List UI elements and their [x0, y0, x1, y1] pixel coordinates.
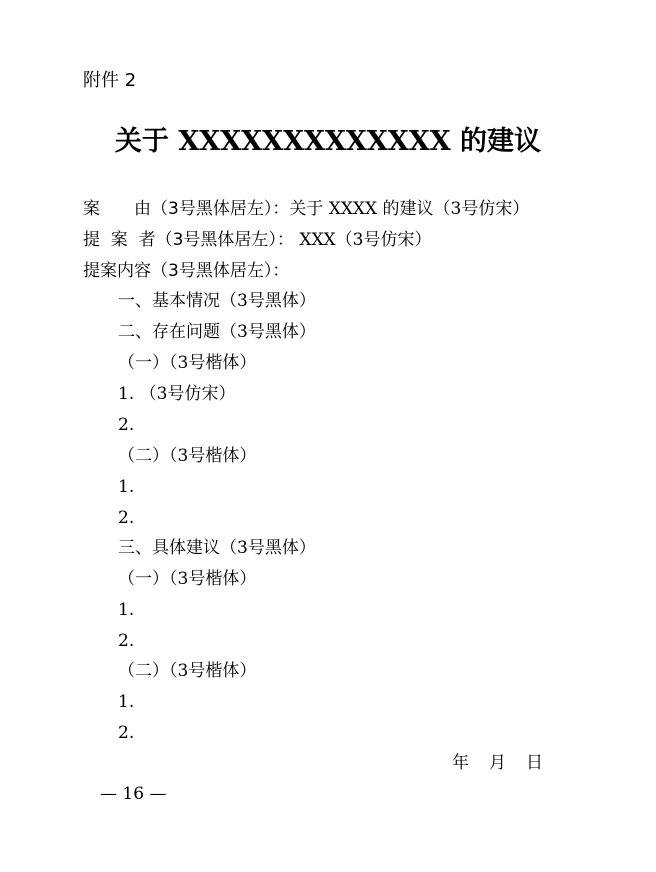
section-2-heading — [118, 324, 316, 341]
section-3-sub-1-item-1: 1. — [118, 600, 135, 620]
date-month: 月 — [489, 753, 506, 773]
document-title: 关于 XXXXXXXXXXXXX 的建议 — [114, 126, 542, 157]
page-number: — 16 — — [100, 784, 167, 804]
reason-label: 案 由（3号黑体居左）： — [83, 199, 290, 219]
content-row — [83, 263, 289, 280]
reason-value: 关于 XXXX 的建议（3号仿宋） — [289, 199, 530, 219]
section-1-title: 一、基本情况 — [118, 291, 220, 311]
proposer-value: XXX（3号仿宋） — [293, 230, 432, 250]
attachment-label: 附件 2 — [83, 70, 137, 91]
section-2-sub-1-item-1: 1. （3号仿宋） — [118, 384, 236, 404]
section-3-sub-2: （二）（3号楷体） — [118, 661, 257, 681]
section-3-sub-1: （一）（3号楷体） — [118, 569, 257, 589]
section-3-note: （3号黑体） — [220, 538, 316, 558]
section-2-note: （3号黑体） — [220, 322, 316, 342]
content-label: 提案内容（3号黑体居左）： — [83, 261, 290, 281]
section-2-sub-1: （一）（3号楷体） — [118, 353, 257, 373]
signature-date — [452, 755, 543, 772]
section-2-sub-2-item-1: 1. — [118, 477, 135, 497]
section-2-title: 二、存在问题 — [118, 322, 220, 342]
section-3-heading — [118, 540, 316, 557]
proposer-row — [83, 232, 431, 249]
section-2-sub-2-item-2: 2. — [118, 508, 135, 528]
section-2-sub-1-item-2: 2. — [118, 415, 135, 435]
section-1-heading — [118, 293, 316, 310]
section-3-title: 三、具体建议 — [118, 538, 220, 558]
section-3-sub-2-item-2: 2. — [118, 723, 135, 743]
proposer-label: 提 案 者（3号黑体居左）： — [83, 230, 294, 250]
reason-row — [83, 201, 529, 218]
date-day: 日 — [526, 753, 543, 773]
section-1-note: （3号黑体） — [220, 291, 316, 311]
section-3-sub-1-item-2: 2. — [118, 631, 135, 651]
section-2-sub-2: （二）（3号楷体） — [118, 446, 257, 466]
section-3-sub-2-item-1: 1. — [118, 692, 135, 712]
date-year: 年 — [452, 753, 469, 773]
